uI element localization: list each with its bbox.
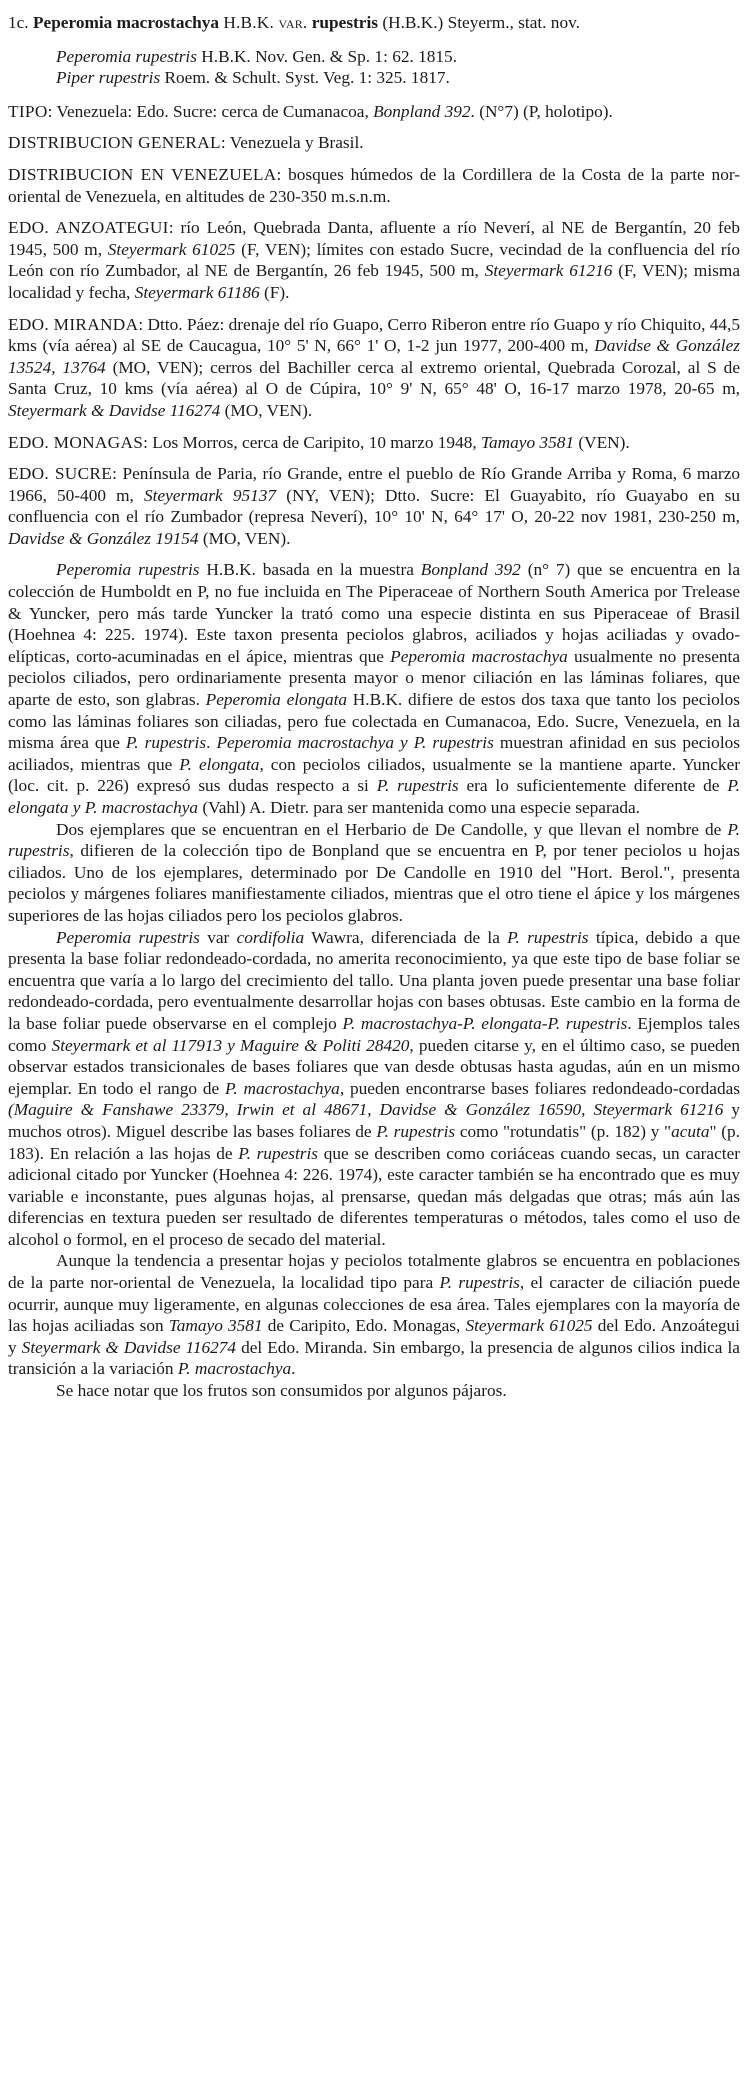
- collector: Tamayo 3581: [481, 432, 574, 452]
- body-text: .: [291, 1359, 296, 1379]
- body-text: del Edo. Anzoátegui y: [8, 1316, 740, 1357]
- body-text: usualmente no presenta peciolos ciliados, pero ordinariamente presenta mayor o menor ciliación en las láminas foliares, que aparte de esto, son glabras.: [8, 646, 740, 710]
- state-label: EDO. SUCRE: [8, 464, 113, 484]
- collector: Steyermark & Davidse 116274: [8, 400, 221, 420]
- collector: Davidse & González 13524, 13764: [8, 336, 740, 377]
- discussion-paragraph-2: [8, 819, 740, 927]
- specimen-text: (F, VEN); misma localidad y fecha,: [8, 261, 740, 302]
- tipo-section: [8, 101, 740, 123]
- body-text: H.B.K. basada en la muestra: [206, 560, 414, 580]
- specimen-text: (MO, VEN); cerros del Bachiller cerca al extremo oriental, Quebrada Corozal, al S de Santa Cruz, 10 kms (vía aérea) al O de Cúpira, 10° 9' N, 65° 48' O, 16-17 marzo 1978, 20-65 m,: [8, 357, 740, 399]
- synonym-item: [56, 67, 740, 89]
- discussion-paragraph-1: [8, 559, 740, 818]
- body-text: , pueden encontrarse bases foliares redondeado-cordadas: [339, 1078, 740, 1098]
- specimen-text: : Dtto. Páez: drenaje del río Guapo, Cerro Riberon entre río Guapo y río Chiquito, 44,5 kms (vía aérea) al SE de Caucagua, 10° 5' N, 66° 1' O, 1-2 jun 1977, 200-400 m,: [8, 314, 741, 356]
- distribution-general: [8, 132, 740, 154]
- taxon-author-2: (H.B.K.) Steyerm., stat. nov.: [382, 13, 580, 32]
- collector: Steyermark 61186: [134, 282, 260, 302]
- body-text: " (p. 183). En relación a las hojas de: [8, 1121, 740, 1163]
- specimen-text: (VEN).: [578, 432, 630, 452]
- species-name: cordifolia: [236, 927, 305, 947]
- body-text: era lo suficientemente diferente de: [466, 776, 720, 796]
- species-name: Peperomia macrostachya: [390, 646, 568, 666]
- synonym-name: Peperomia rupestris: [56, 46, 197, 66]
- species-name: P. elongata: [179, 754, 260, 774]
- distribution-venezuela-text: : bosques húmedos de la Cordillera de la Costa de la parte nor-oriental de Venezuela, en altitudes de 230-350 m.s.n.m.: [8, 164, 740, 206]
- taxon-variety: rupestris: [311, 13, 379, 32]
- body-text: , el caracter de ciliación puede ocurrir, aunque muy ligeramente, en algunas colecciones de esa área. Tales ejemplares con la mayoría de las hojas aciliadas son: [8, 1273, 740, 1336]
- state-label: EDO. MIRANDA: [8, 314, 139, 334]
- species-name: Bonpland 392: [420, 560, 521, 580]
- species-name: Steyermark 61025: [465, 1316, 593, 1336]
- distribution-general-label: DISTRIBUCION GENERAL: [8, 133, 221, 153]
- state-label: EDO. MONAGAS: [8, 432, 144, 452]
- body-text: que se describen como coriáceas cuando secas, un caracter adicional citado por Yuncker (Hoehnea 4: 226. 1974), este caracter también se ha encontrado que es muy variable e inconstante, pues algunas hojas, al prensarse, quedan más delgadas que otras; más aún las diferencias en textura pueden ser resultado de diferentes temperaturas o métodos, tales como el uso de alcohol o formol, en el proceso de secado del material.: [8, 1143, 740, 1249]
- species-name: P. macrostachya-P. elongata-P. rupestris: [342, 1013, 628, 1033]
- taxon-number: 1c.: [8, 13, 29, 32]
- specimen-text: (F, VEN); límites con estado Sucre, vecindad de la confluencia del río León con río Zumbador, al NE de Bergantín, 26 feb 1945, 500 m,: [8, 239, 740, 281]
- species-name: Peperomia elongata: [205, 690, 348, 710]
- distribution-venezuela: [8, 164, 740, 207]
- taxon-author-1: H.B.K. var.: [223, 13, 308, 32]
- taxon-title: [8, 12, 740, 34]
- species-name: P. elongata y P. macrostachya: [8, 776, 740, 817]
- collector: Steyermark 95137: [144, 485, 277, 505]
- specimen-text: (MO, VEN).: [224, 400, 313, 420]
- synonym-item: [56, 46, 740, 68]
- species-name: Steyermark et al 117913 y Maguire & Politi 28420: [51, 1035, 410, 1055]
- species-name: Steyermark & Davidse 116274: [21, 1337, 237, 1357]
- synonym-name: Piper rupestris: [56, 68, 161, 88]
- specimens-miranda: [8, 314, 740, 422]
- species-name: P. rupestris: [507, 927, 589, 947]
- specimen-text: : río León, Quebrada Danta, afluente a río Neverí, al NE de Bergantín, 20 feb 1945, 500 m,: [8, 218, 740, 259]
- body-text: Aunque la tendencia a presentar hojas y peciolos totalmente glabros se encuentra en poblaciones de la parte nor-oriental de Venezuela, la localidad tipo para: [8, 1251, 740, 1293]
- specimen-text: (F).: [263, 282, 290, 302]
- specimens-monagas: [8, 432, 740, 454]
- body-text: (Vahl) A. Dietr. para ser mantenida como una especie separada.: [202, 798, 640, 817]
- body-text: (n° 7) que se encuentra en la colección de Humboldt en P, no fue incluida en The Piperaceae of Northern South America por Trelease & Yuncker, pero más tarde Yuncker la trató como una especie distinta en sus Piperaceae of Brasil (Hoehnea 4: 225. 1974). Este taxon presenta peciolos glabros, aciliados y hojas aciliadas y ovado-elípticas, corto-acuminadas en el ápice, mientras que: [8, 560, 740, 666]
- body-text: muestran afinidad en sus peciolos aciliados, mientras que: [8, 733, 740, 774]
- body-text: var: [207, 927, 230, 947]
- species-name: Peperomia macrostachya y P. rupestris: [216, 733, 494, 753]
- specimen-text: (MO, VEN).: [202, 528, 291, 548]
- body-text: , pueden citarse y, en el último caso, se pueden observar estados transicionales de bases foliares que van desde obtusas hasta agudas, aún en un mismo ejemplar. En todo el rango de: [8, 1035, 740, 1098]
- specimen-text: : Península de Paria, río Grande, entre el pueblo de Río Grande Arriba y Roma, 6 marzo 1966, 50-400 m,: [8, 464, 741, 505]
- synonym-reference: H.B.K. Nov. Gen. & Sp. 1: 62. 1815.: [201, 46, 457, 66]
- state-label: EDO. ANZOATEGUI: [8, 218, 169, 238]
- body-text: Se hace notar que los frutos son consumidos por algunos pájaros.: [56, 1381, 507, 1401]
- species-name: (Maguire & Fanshawe 23379, Irwin et al 48671, Davidse & González 16590, Steyermark 61216: [8, 1100, 724, 1120]
- collector: Davidse & González 19154: [8, 528, 199, 548]
- body-text: y muchos otros). Miguel describe las bases foliares de: [8, 1100, 741, 1141]
- species-name: Peperomia rupestris: [56, 927, 200, 947]
- body-text: como "rotundatis" (p. 182) y ": [459, 1121, 672, 1141]
- body-text: típica, debido a que presenta la base foliar redondeado-cordada, no amerita reconocimiento, ya que este tipo de base foliar se encuentra que varía a lo largo del crecimiento del tallo. Una planta joven puede presentar una base foliar redondeado-cordada, pero eventualmente desarrollar hojas con bases obtusas. Este cambio en la forma de la base foliar puede observarse en el complejo: [8, 927, 740, 1033]
- collector: Steyermark 61216: [484, 261, 613, 281]
- species-name: Tamayo 3581: [168, 1316, 263, 1336]
- species-name: P. rupestris: [125, 733, 207, 753]
- body-text: del Edo. Miranda. Sin embargo, la presencia de algunos cilios indica la transición a la variación: [8, 1337, 740, 1379]
- species-name: P. rupestris: [238, 1143, 319, 1163]
- collector: Steyermark 61025: [107, 239, 236, 259]
- discussion-paragraph-3: [8, 927, 740, 1251]
- discussion-paragraph-4: [8, 1250, 740, 1380]
- specimens-sucre: [8, 463, 740, 549]
- species-name: P. rupestris: [439, 1273, 520, 1293]
- specimen-text: (NY, VEN); Dtto. Sucre: El Guayabito, río Guayabo en su confluencia con el río Zumbador (represa Neverí), 10° 10' N, 64° 17' O, 20-22 nov 1981, 230-250 m,: [8, 485, 741, 527]
- tipo-collector: Bonpland 392: [373, 101, 471, 121]
- species-name: P. rupestris: [376, 1121, 456, 1141]
- discussion-paragraph-5: [8, 1380, 740, 1402]
- body-text: H.B.K. difiere de estos dos taxa que tanto los peciolos como las láminas foliares son ciliadas, pero fue colectada en Cumanacoa, Edo. Sucre, Venezuela, en la misma área que: [8, 690, 740, 753]
- species-name: acuta: [671, 1121, 710, 1141]
- body-text: Dos ejemplares que se encuentran en el Herbario de De Candolle, y que llevan el nombre de: [56, 819, 722, 839]
- species-name: Peperomia rupestris: [56, 560, 200, 580]
- body-text: . Ejemplos tales como: [8, 1013, 740, 1055]
- taxon-genus: Peperomia macrostachya: [32, 13, 220, 32]
- tipo-text-end: . (N°7) (P, holotipo).: [470, 101, 613, 121]
- synonym-list: [56, 46, 740, 89]
- synonym-reference: Roem. & Schult. Syst. Veg. 1: 325. 1817.: [164, 68, 450, 88]
- species-name: P. rupestris: [376, 776, 459, 796]
- distribution-venezuela-label: DISTRIBUCION EN VENEZUELA: [8, 164, 277, 184]
- tipo-label: TIPO: [8, 101, 48, 121]
- body-text: , con peciolos ciliados, usualmente se la mantiene aparte. Yuncker (loc. cit. p. 226) expresó sus dudas respecto a si: [8, 754, 740, 796]
- body-text: .: [206, 733, 211, 753]
- specimens-anzoategui: [8, 217, 740, 303]
- species-name: P. macrostachya: [177, 1359, 292, 1379]
- distribution-general-text: : Venezuela y Brasil.: [220, 133, 364, 153]
- tipo-text: : Venezuela: Edo. Sucre: cerca de Cumanacoa,: [47, 101, 369, 121]
- species-name: P. macrostachya: [225, 1078, 340, 1098]
- body-text: , difieren de la colección tipo de Bonpland que se encuentra en P, por tener peciolos u hojas ciliados. Uno de los ejemplares, determinado por De Candolle en 1910 del "Hort. Berol.", presenta peciolos y márgenes foliares manifiestamente ciliados, mientras que el otro tiene el ápice y los márgenes superiores de las hojas ciliados pero los peciolos glabros.: [8, 841, 740, 925]
- species-name: P. rupestris: [8, 819, 740, 861]
- body-text: Wawra, diferenciada de la: [311, 927, 500, 947]
- body-text: de Caripito, Edo. Monagas,: [267, 1316, 461, 1336]
- specimen-text: : Los Morros, cerca de Caripito, 10 marzo 1948,: [143, 432, 477, 452]
